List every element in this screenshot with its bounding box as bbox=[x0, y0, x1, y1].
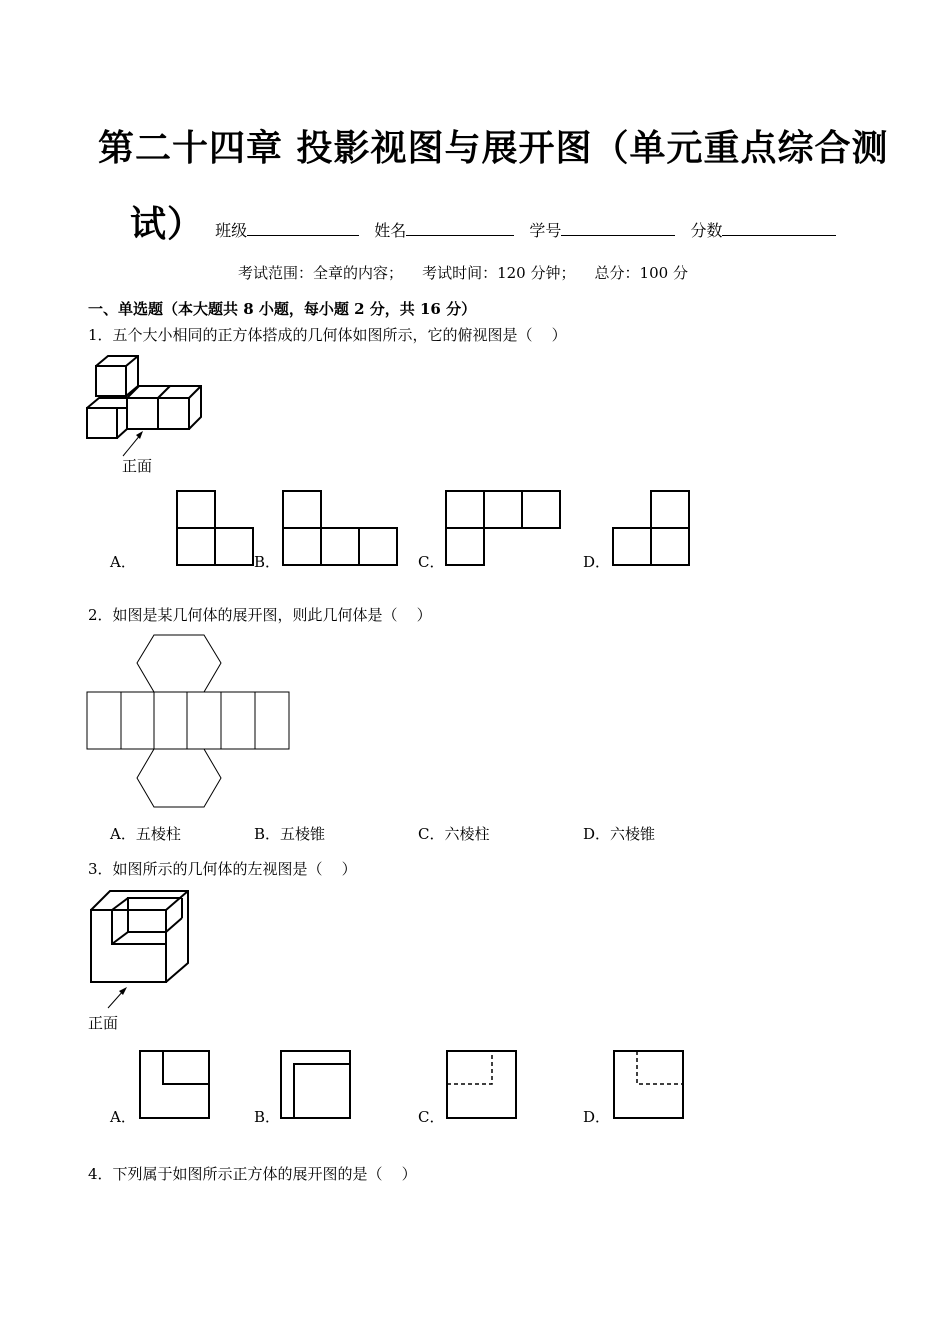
q1-option-b[interactable]: B． bbox=[254, 553, 281, 571]
q3-option-d[interactable]: D． bbox=[583, 1108, 611, 1126]
q3-option-d-figure[interactable] bbox=[613, 1050, 685, 1120]
q2-net-figure bbox=[86, 634, 292, 810]
name-blank[interactable] bbox=[406, 219, 514, 236]
q1-option-b-figure[interactable] bbox=[282, 490, 398, 566]
q2-option-b[interactable]: B．五棱锥 bbox=[254, 825, 326, 843]
q3-figure bbox=[88, 888, 194, 998]
page-title-line1: 第二十四章 投影视图与展开图（单元重点综合测 bbox=[98, 128, 889, 169]
q1-option-d-figure[interactable] bbox=[612, 490, 692, 566]
question-3-stem: 3．如图所示的几何体的左视图是（ ） bbox=[88, 860, 357, 878]
q1-option-a[interactable]: A． bbox=[110, 553, 136, 571]
question-4-stem: 4．下列属于如图所示正方体的展开图的是（ ） bbox=[88, 1165, 417, 1183]
q1-figure bbox=[85, 354, 205, 454]
q3-option-b-figure[interactable] bbox=[280, 1050, 352, 1120]
q1-option-a-figure[interactable] bbox=[176, 490, 256, 566]
exam-info: 考试范围：全章的内容； 考试时间：120 分钟； 总分：100 分 bbox=[238, 264, 688, 282]
q1-option-c-figure[interactable] bbox=[445, 490, 561, 566]
class-label: 班级 bbox=[215, 221, 248, 240]
name-label: 姓名 bbox=[374, 221, 407, 240]
score-label: 分数 bbox=[690, 221, 723, 240]
q3-front-label: 正面 bbox=[88, 1014, 119, 1032]
class-blank[interactable] bbox=[247, 219, 359, 236]
id-blank[interactable] bbox=[561, 219, 675, 236]
q3-option-a[interactable]: A． bbox=[110, 1108, 136, 1126]
q2-option-c[interactable]: C．六棱柱 bbox=[418, 825, 490, 843]
q3-option-c[interactable]: C． bbox=[418, 1108, 445, 1126]
score-blank[interactable] bbox=[722, 219, 836, 236]
q2-option-d[interactable]: D．六棱锥 bbox=[583, 825, 656, 843]
id-label: 学号 bbox=[529, 221, 562, 240]
page-title-line2: 试） bbox=[130, 204, 205, 245]
q3-option-a-figure[interactable] bbox=[139, 1050, 211, 1120]
q1-option-c[interactable]: C． bbox=[418, 553, 445, 571]
question-1-stem: 1．五个大小相同的正方体搭成的几何体如图所示，它的俯视图是（ ） bbox=[88, 326, 567, 344]
q1-front-label: 正面 bbox=[122, 457, 153, 475]
title-line2-row bbox=[130, 196, 836, 247]
q1-option-d[interactable]: D． bbox=[583, 553, 611, 571]
q2-option-a[interactable]: A．五棱柱 bbox=[110, 825, 181, 843]
q3-option-b[interactable]: B． bbox=[254, 1108, 281, 1126]
q3-option-c-figure[interactable] bbox=[446, 1050, 518, 1120]
section-heading: 一、单选题（本大题共 8 小题，每小题 2 分，共 16 分） bbox=[88, 300, 477, 318]
question-2-stem: 2．如图是某几何体的展开图，则此几何体是（ ） bbox=[88, 606, 432, 624]
